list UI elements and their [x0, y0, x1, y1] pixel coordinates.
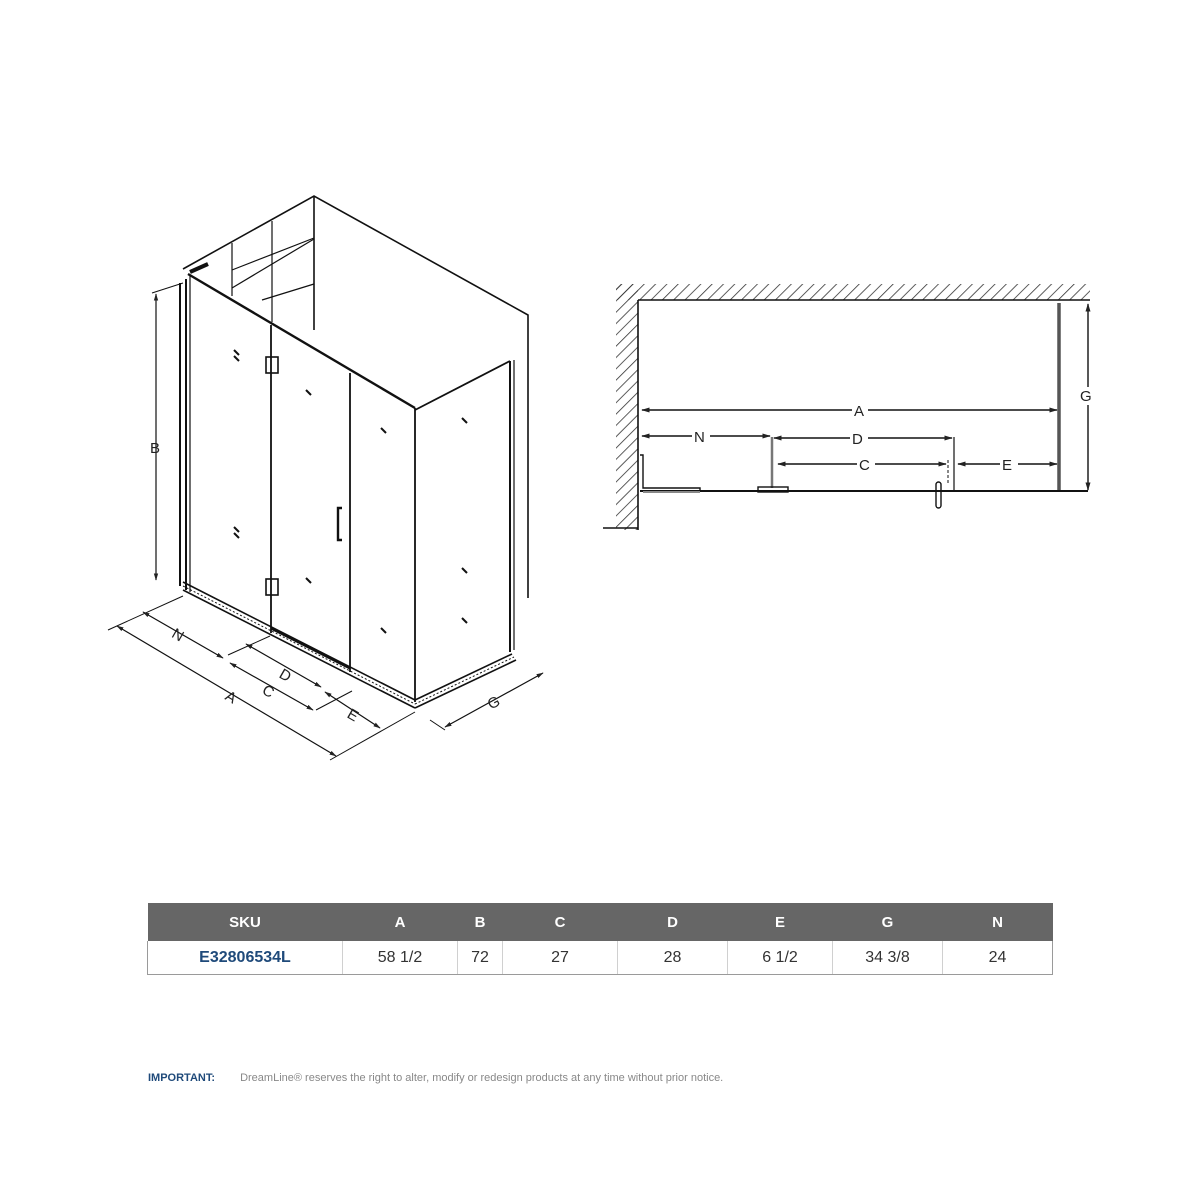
- plan-dim-label-a: A: [854, 403, 865, 420]
- notice-label: IMPORTANT:: [148, 1072, 216, 1084]
- cell-d: 28: [618, 941, 728, 975]
- plan-dimension-labels: [692, 387, 1098, 474]
- plan-dim-label-c: C: [859, 457, 870, 474]
- header-g: G: [833, 903, 943, 941]
- header-sku: SKU: [148, 903, 343, 941]
- cell-b: 72: [458, 941, 503, 975]
- dim-label-a: A: [222, 687, 240, 708]
- plan-dim-label-n: N: [694, 429, 705, 446]
- cell-e: 6 1/2: [728, 941, 833, 975]
- dim-label-c: C: [259, 681, 278, 702]
- important-notice: [148, 1072, 723, 1084]
- table-header-row: [148, 903, 1053, 941]
- cell-sku: E32806534L: [148, 941, 343, 975]
- header-a: A: [343, 903, 458, 941]
- table-row: [148, 941, 1053, 975]
- plan-view: [603, 284, 1090, 530]
- plan-dim-label-d: D: [852, 431, 863, 448]
- isometric-shower-view: [108, 196, 543, 760]
- dim-label-b: B: [150, 440, 161, 457]
- header-d: D: [618, 903, 728, 941]
- dim-label-d: D: [276, 665, 295, 686]
- dim-label-g: G: [484, 692, 504, 714]
- dim-label-n: N: [168, 625, 187, 646]
- cell-g: 34 3/8: [833, 941, 943, 975]
- header-c: C: [503, 903, 618, 941]
- cell-n: 24: [943, 941, 1053, 975]
- header-n: N: [943, 903, 1053, 941]
- header-b: B: [458, 903, 503, 941]
- plan-dim-label-e: E: [1002, 457, 1013, 474]
- notice-text: DreamLine® reserves the right to alter, modify or redesign products at any time without prior notice.: [240, 1072, 724, 1084]
- plan-dim-label-g: G: [1080, 388, 1092, 405]
- cell-c: 27: [503, 941, 618, 975]
- header-e: E: [728, 903, 833, 941]
- cell-a: 58 1/2: [343, 941, 458, 975]
- specification-table: [147, 903, 1053, 975]
- dim-label-e: E: [344, 705, 362, 726]
